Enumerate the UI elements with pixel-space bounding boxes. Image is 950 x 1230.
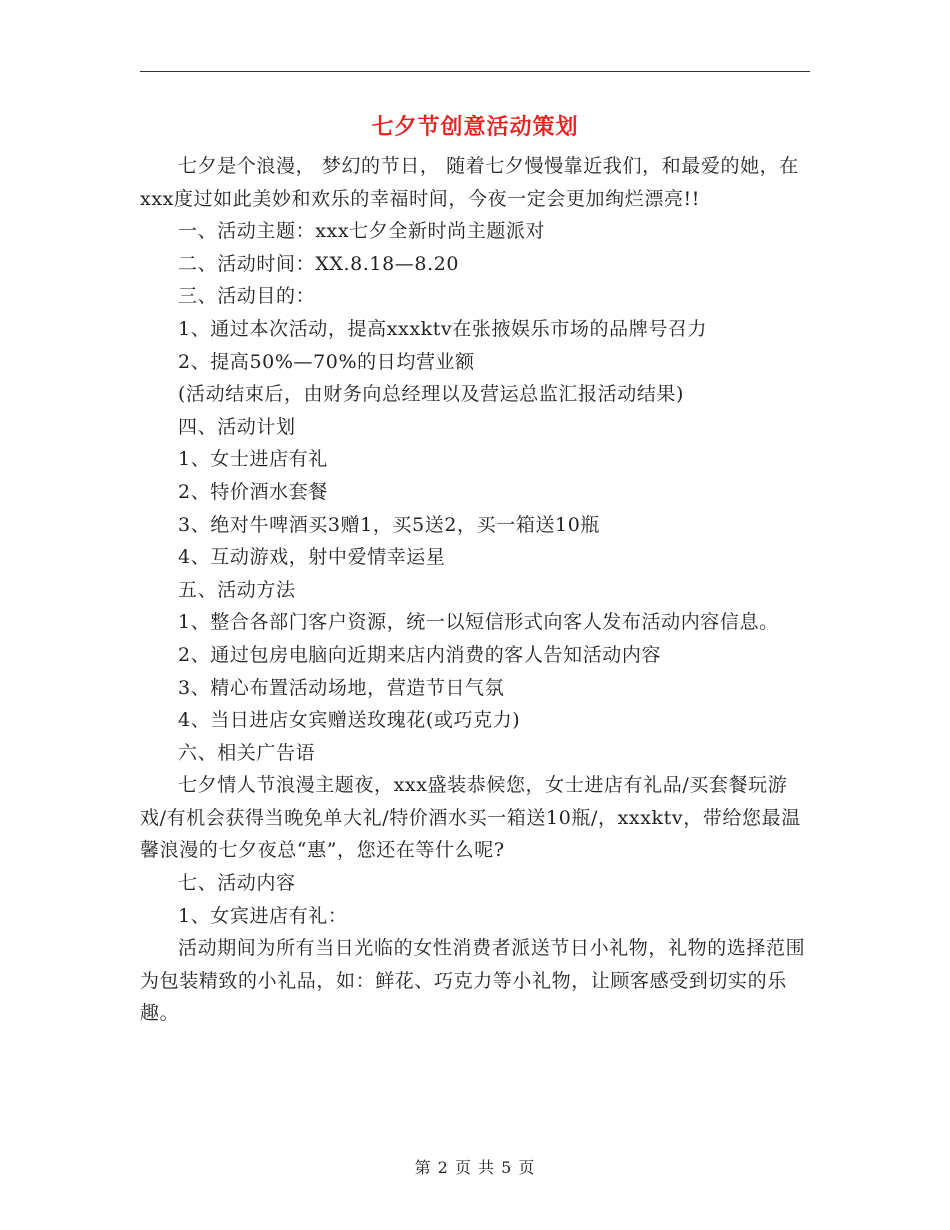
paragraph: 三、活动目的：	[178, 285, 316, 308]
paragraph: 七夕是个浪漫， 梦幻的节日， 随着七夕慢慢靠近我们，和最爱的她，在xxx度过如此美妙和欢乐的幸福时间，今夜一定会更加绚烂漂亮!!	[140, 155, 799, 210]
page-number: 第 2 页 共 5 页	[414, 1158, 536, 1177]
paragraph: 七夕情人节浪漫主题夜，xxx盛装恭候您，女士进店有礼品/买套餐玩游戏/有机会获得当晚免单大礼/特价酒水买一箱送10瓶/，xxxktv，带给您最温馨浪漫的七夕夜总“惠”，您还在等什么呢?	[140, 774, 801, 862]
paragraph: 六、相关广告语	[178, 741, 316, 764]
document-body	[140, 150, 810, 1030]
paragraph: 五、活动方法	[178, 578, 296, 601]
paragraph: 1、女士进店有礼	[178, 448, 328, 471]
paragraph: 1、女宾进店有礼：	[178, 904, 348, 927]
paragraph: 2、通过包房电脑向近期来店内消费的客人告知活动内容	[178, 643, 662, 666]
document-title: 七夕节创意活动策划	[371, 114, 579, 140]
paragraph: (活动结束后，由财务向总经理以及营运总监汇报活动结果)	[178, 383, 685, 406]
paragraph: 2、提高50%—70%的日均营业额	[178, 350, 475, 373]
paragraph: 七、活动内容	[178, 872, 296, 895]
paragraph: 一、活动主题：xxx七夕全新时尚主题派对	[178, 220, 546, 243]
paragraph: 活动期间为所有当日光临的女性消费者派送节日小礼物，礼物的选择范围为包装精致的小礼品，如：鲜花、巧克力等小礼物，让顾客感受到切实的乐趣。	[140, 937, 806, 1025]
header-rule	[140, 71, 810, 72]
paragraph: 3、精心布置活动场地，营造节日气氛	[178, 676, 505, 699]
paragraph: 4、当日进店女宾赠送玫瑰花(或巧克力)	[178, 709, 521, 732]
paragraph: 四、活动计划	[178, 415, 296, 438]
paragraph: 2、特价酒水套餐	[178, 480, 328, 503]
paragraph: 二、活动时间：XX.8.18—8.20	[178, 252, 460, 275]
paragraph: 4、互动游戏，射中爱情幸运星	[178, 546, 446, 569]
paragraph: 3、绝对牛啤酒买3赠1，买5送2，买一箱送10瓶	[178, 513, 601, 536]
paragraph: 1、通过本次活动，提高xxxktv在张掖娱乐市场的品牌号召力	[178, 317, 708, 340]
paragraph: 1、整合各部门客户资源，统一以短信形式向客人发布活动内容信息。	[178, 611, 779, 634]
